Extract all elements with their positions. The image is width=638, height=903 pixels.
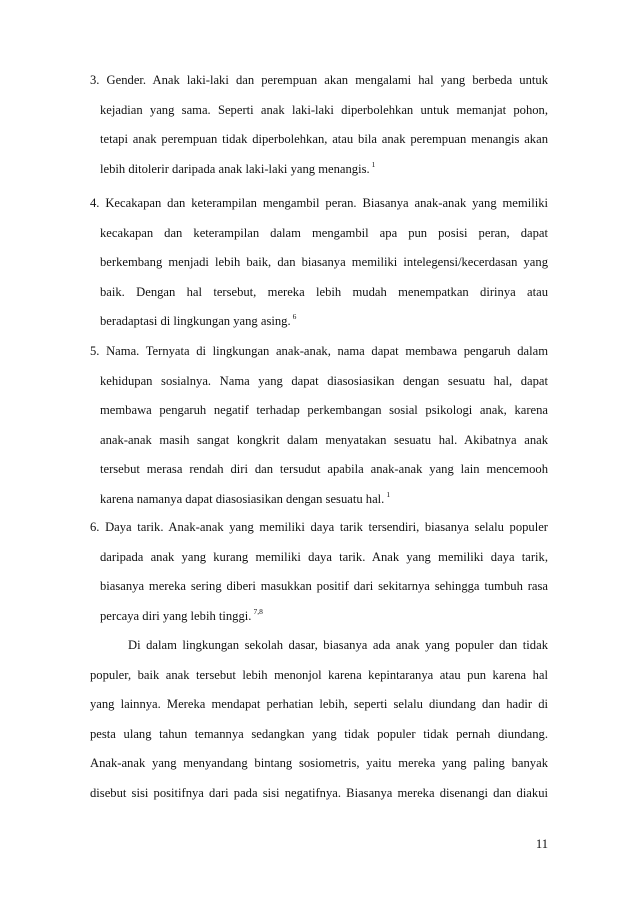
text-line: 5. Nama. Ternyata di lingkungan anak-anak, nama dapat membawa pengaruh dalam: [90, 344, 548, 358]
text-line-content: beradaptasi di lingkungan yang asing.: [100, 314, 291, 329]
footnote-ref: 1: [371, 159, 376, 169]
text-line: kehidupan sosialnya. Nama yang dapat diasosiasikan dengan sesuatu hal, dapat: [100, 373, 548, 388]
text-line-content: percaya diri yang lebih tinggi.: [100, 608, 252, 623]
text-line: membawa pengaruh negatif terhadap perkembangan sosial psikologi anak, karena: [100, 403, 548, 418]
list-item-nama: [90, 337, 548, 515]
text-line: Di dalam lingkungan sekolah dasar, biasanya ada anak yang populer dan tidak: [128, 638, 548, 652]
text-line: yang lainnya. Mereka mendapat perhatian lebih, seperti selalu diundang dan hadir di: [90, 697, 548, 712]
text-line: 3. Gender. Anak laki-laki dan perempuan akan mengalami hal yang berbeda untuk: [90, 73, 548, 87]
page-number: 11: [535, 837, 548, 851]
text-line: 6. Daya tarik. Anak-anak yang memiliki daya tarik tersendiri, biasanya selalu populer: [90, 520, 548, 534]
text-line: pesta ulang tahun temannya sedangkan yang tidak populer tidak pernah diundang.: [90, 726, 548, 741]
text-line: anak-anak masih sangat kongkrit dalam menyatakan sesuatu hal. Akibatnya anak: [100, 432, 548, 447]
text-line: [90, 485, 548, 515]
text-line-content: karena namanya dapat diasosiasikan dengan sesuatu hal.: [100, 491, 385, 506]
text-line: [90, 155, 548, 185]
footnote-ref: 7,8: [253, 606, 263, 616]
text-line: 4. Kecakapan dan keterampilan mengambil peran. Biasanya anak-anak yang memiliki: [90, 196, 548, 210]
list-item-gender: [90, 66, 548, 184]
text-line: [90, 602, 548, 632]
text-line: kecakapan dan keterampilan dalam mengambil apa pun posisi peran, dapat: [100, 225, 548, 240]
text-line-content: lebih ditolerir daripada anak laki-laki yang menangis.: [100, 161, 370, 176]
text-line: daripada anak yang kurang memiliki daya tarik. Anak yang memiliki daya tarik,: [100, 549, 548, 564]
text-line: biasanya mereka sering diberi masukkan positif dari sekitarnya sehingga tumbuh rasa: [100, 579, 548, 594]
text-line: Anak-anak yang menyandang bintang sosiometris, yaitu mereka yang paling banyak: [90, 756, 548, 771]
footnote-ref: 1: [386, 489, 391, 499]
body-paragraph: [90, 631, 548, 809]
text-line: populer, baik anak tersebut lebih menonjol karena kepintaranya atau pun karena hal: [90, 667, 548, 682]
footnote-ref: 6: [292, 312, 297, 322]
text-line: [90, 307, 548, 337]
text-line: disebut sisi positifnya dari pada sisi negatifnya. Biasanya mereka disenangi dan diakui: [90, 785, 548, 800]
text-line: tersebut merasa rendah diri dan tersudut apabila anak-anak yang lain mencemooh: [100, 462, 548, 477]
list-item-daya-tarik: [90, 513, 548, 631]
text-line: kejadian yang sama. Seperti anak laki-laki diperbolehkan untuk memanjat pohon,: [100, 102, 548, 117]
text-line: tetapi anak perempuan tidak diperbolehkan, atau bila anak perempuan menangis akan: [100, 132, 548, 147]
list-item-kecakapan: [90, 189, 548, 337]
text-line: berkembang menjadi lebih baik, dan biasanya memiliki intelegensi/kecerdasan yang: [100, 255, 548, 270]
text-line: baik. Dengan hal tersebut, mereka lebih mudah menempatkan dirinya atau: [100, 284, 548, 299]
